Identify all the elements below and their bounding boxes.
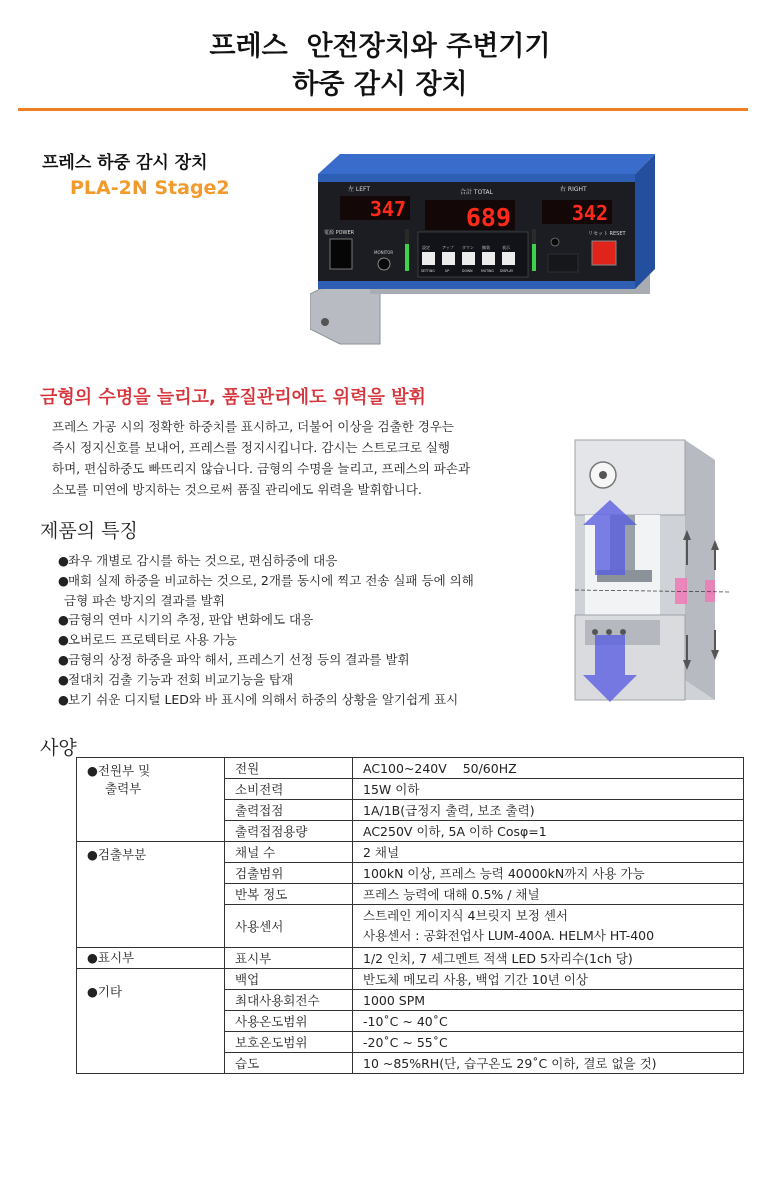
feature-item bbox=[58, 690, 528, 710]
spec-item: 전원 bbox=[225, 758, 353, 779]
features-title: 제품의 특징 bbox=[40, 520, 138, 542]
spec-item: 검출범위 bbox=[225, 863, 353, 884]
spec-group-label: ●전원부 및 bbox=[87, 763, 151, 778]
feature-text: 오버로드 프로텍터로 사용 가능 bbox=[68, 632, 237, 648]
spec-value: 1A/1B(급정지 출력, 보조 출력) bbox=[353, 800, 744, 821]
intro-text bbox=[52, 416, 542, 500]
bullet-icon: ● bbox=[58, 691, 69, 707]
feature-item bbox=[58, 610, 528, 630]
spec-group-detect: ●검출부분 bbox=[77, 842, 225, 948]
spec-value: 1000 SPM bbox=[353, 990, 744, 1011]
spec-item: 습도 bbox=[225, 1053, 353, 1074]
feature-text: 좌우 개별로 감시를 하는 것으로, 편심하중에 대응 bbox=[68, 553, 338, 568]
features-list bbox=[58, 551, 528, 709]
feature-text: 금형의 연마 시기의 추정, 판압 변화에도 대응 bbox=[68, 612, 314, 628]
bullet-icon: ● bbox=[58, 651, 69, 667]
device-button-setting-top: 設定 bbox=[422, 245, 430, 250]
feature-text: 보기 쉬운 디지털 LED와 바 표시에 의해서 하중의 상황을 알기쉽게 표시 bbox=[68, 691, 459, 707]
table-row bbox=[77, 969, 744, 990]
device-button-down-top: ダウン bbox=[462, 245, 474, 250]
spec-item: 소비전력 bbox=[225, 779, 353, 800]
intro-line: 프레스 가공 시의 정확한 하중치를 표시하고, 더불어 이상을 검출한 경우는 bbox=[52, 419, 454, 434]
spec-value: 프레스 능력에 대해 0.5% / 채널 bbox=[353, 884, 744, 905]
spec-value: 10 ~85%RH(단, 습구온도 29˚C 이하, 결로 없을 것) bbox=[353, 1053, 744, 1074]
reset-label: リセット RESET bbox=[588, 231, 626, 237]
feature-text: 매회 실제 하중을 비교하는 것으로, 2개를 동시에 찍고 전송 실패 등에 의해 bbox=[68, 572, 474, 588]
spec-value: -10˚C ~ 40˚C bbox=[353, 1011, 744, 1032]
feature-item bbox=[58, 630, 528, 650]
spec-value: 1/2 인치, 7 세그멘트 적색 LED 5자리수(1ch 당) bbox=[353, 948, 744, 969]
device-button-display-bottom: DISPLAY bbox=[500, 269, 514, 273]
page-title-line2: 하중 감시 장치 bbox=[292, 69, 468, 100]
press-machine-illustration bbox=[555, 430, 735, 710]
feature-text: 절대치 검출 기능과 전회 비교기능을 탑재 bbox=[68, 671, 294, 687]
spec-item: 백업 bbox=[225, 969, 353, 990]
spec-value: 2 채널 bbox=[353, 842, 744, 863]
spec-item: 채널 수 bbox=[225, 842, 353, 863]
spec-value: 반도체 메모리 사용, 백업 기간 10년 이상 bbox=[353, 969, 744, 990]
bullet-icon: ● bbox=[58, 612, 69, 628]
device-button-setting-bottom: SETTING bbox=[421, 269, 435, 273]
spec-item: 표시부 bbox=[225, 948, 353, 969]
spec-group-label: 출력부 bbox=[105, 781, 142, 796]
device-button-display-top: 表示 bbox=[502, 245, 510, 250]
spec-value-line: 스트레인 게이지식 4브릿지 보정 센서 bbox=[363, 908, 568, 923]
bullet-icon: ● bbox=[58, 671, 69, 687]
bullet-icon: ● bbox=[58, 632, 69, 648]
spec-group-etc: ●기타 bbox=[77, 969, 225, 1074]
intro-line: 즉시 정지신호를 보내어, 프레스를 정지시킵니다. 감시는 스트로크로 실행 bbox=[52, 440, 451, 455]
reset-button bbox=[592, 241, 616, 265]
device-button-down-bottom: DOWN bbox=[462, 269, 473, 273]
bullet-icon: ● bbox=[58, 553, 69, 568]
headline: 금형의 수명을 늘리고, 품질관리에도 위력을 발휘 bbox=[40, 387, 426, 408]
power-switch bbox=[330, 239, 352, 269]
feature-item-continued bbox=[58, 591, 528, 611]
total-led-value: 689 bbox=[465, 203, 511, 232]
table-row bbox=[77, 842, 744, 863]
feature-item bbox=[58, 670, 528, 690]
page-title-line1: 프레스 안전장치와 주변기기 bbox=[209, 31, 551, 62]
spec-item: 반복 정도 bbox=[225, 884, 353, 905]
power-label: 電源 POWER bbox=[324, 230, 355, 236]
intro-line: 소모를 미연에 방지하는 것으로써 품질 관리에도 위력을 발휘합니다. bbox=[52, 482, 422, 497]
spec-item: 출력접점 bbox=[225, 800, 353, 821]
device-label-right: 右 RIGHT bbox=[560, 186, 587, 193]
spec-value: AC250V 이하, 5A 이하 Cosφ=1 bbox=[353, 821, 744, 842]
spec-item: 사용센서 bbox=[225, 905, 353, 948]
spec-group-display: ●표시부 bbox=[77, 948, 225, 969]
feature-item bbox=[58, 551, 528, 571]
product-name: 프레스 하중 감시 장치 bbox=[42, 153, 208, 173]
feature-text: 금형의 상정 하중을 파악 해서, 프레스기 선정 등의 결과를 발휘 bbox=[68, 651, 410, 667]
device-button-muting-top: 無効 bbox=[482, 245, 490, 250]
feature-item bbox=[58, 650, 528, 670]
spec-item: 사용온도범위 bbox=[225, 1011, 353, 1032]
spec-item: 보호온도범위 bbox=[225, 1032, 353, 1053]
device-label-total: 合計 TOTAL bbox=[460, 189, 493, 196]
spec-value bbox=[353, 905, 744, 948]
spec-table bbox=[76, 757, 744, 1074]
spec-value: 15W 이하 bbox=[353, 779, 744, 800]
device-button-muting-bottom: MUTING bbox=[481, 269, 494, 273]
title-divider bbox=[18, 108, 748, 111]
spec-value-line: 사용센서 : 공화전업사 LUM-400A. HELM사 HT-400 bbox=[363, 928, 655, 943]
spec-group-power bbox=[77, 758, 225, 842]
bullet-icon: ● bbox=[58, 572, 69, 588]
monitor-label: MONITOR bbox=[374, 250, 394, 255]
feature-text: 금형 파손 방지의 결과를 발휘 bbox=[64, 592, 225, 608]
product-model: PLA-2N Stage2 bbox=[70, 177, 230, 199]
table-row bbox=[77, 758, 744, 779]
right-led-value: 342 bbox=[571, 201, 608, 225]
spec-value: 100kN 이상, 프레스 능력 40000kN까지 사용 가능 bbox=[353, 863, 744, 884]
monitor-knob bbox=[378, 258, 390, 270]
spec-item: 최대사용회전수 bbox=[225, 990, 353, 1011]
spec-value: AC100~240V 50/60HZ bbox=[353, 758, 744, 779]
device-button-up-bottom: UP bbox=[445, 269, 450, 273]
intro-line: 하며, 편심하중도 빠뜨리지 않습니다. 금형의 수명을 늘리고, 프레스의 파손과 bbox=[52, 461, 471, 476]
left-led-value: 347 bbox=[369, 197, 406, 221]
page-title bbox=[0, 28, 760, 104]
spec-value: -20˚C ~ 55˚C bbox=[353, 1032, 744, 1053]
feature-item bbox=[58, 571, 528, 591]
device-button-up-top: アップ bbox=[442, 245, 454, 250]
load-monitor-device-image bbox=[310, 144, 660, 354]
spec-item: 출력접점용량 bbox=[225, 821, 353, 842]
table-row bbox=[77, 948, 744, 969]
spec-title: 사양 bbox=[40, 737, 77, 759]
device-label-left: 左 LEFT bbox=[348, 186, 371, 193]
